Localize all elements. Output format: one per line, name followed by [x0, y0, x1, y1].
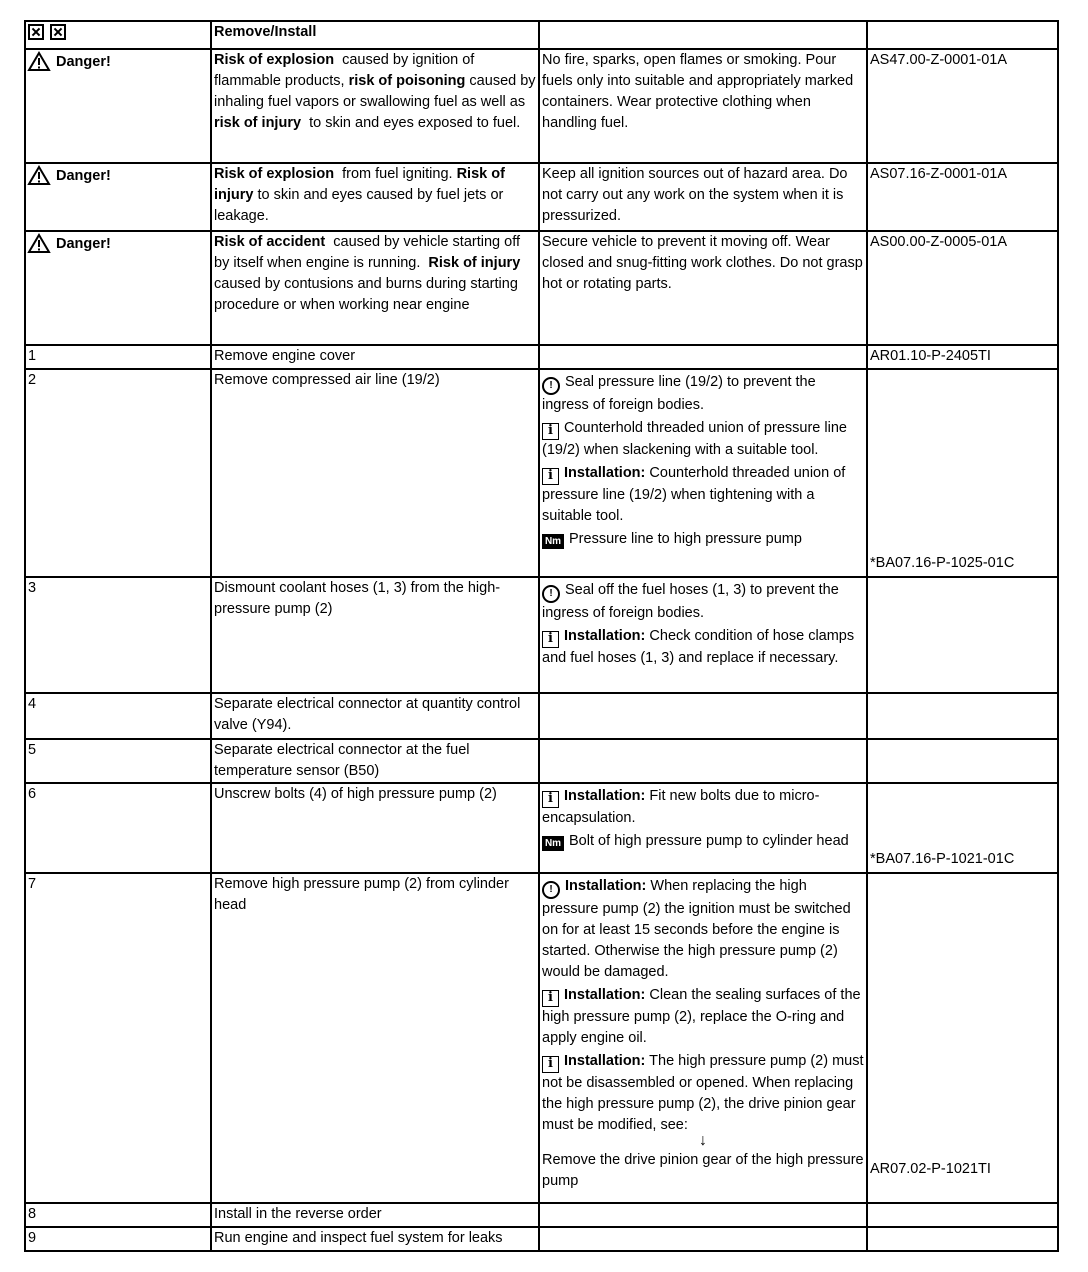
step-ref-link[interactable]: *BA07.16-P-1021-01C: [870, 851, 1015, 867]
note-text: When replacing the high pressure pump (2) the ignition must be switched on for at least 15 seconds before the engine is started. Otherwise the high pressure pump (2) would be damaged.: [542, 878, 851, 980]
note-label: Installation:: [564, 628, 646, 644]
header-empty: [539, 21, 867, 49]
step-notes: [539, 873, 867, 1203]
step-action: Run engine and inspect fuel system for leaks: [211, 1227, 539, 1251]
step-note: [542, 578, 864, 624]
danger-risk: [211, 231, 539, 345]
danger-measures: Keep all ignition sources out of hazard area. Do not carry out any work on the system when it is pressurized.: [539, 163, 867, 231]
step-ref: [867, 577, 1058, 693]
note-text: Counterhold threaded union of pressure line (19/2) when tightening with a suitable tool.: [542, 465, 846, 524]
step-ref-link[interactable]: AR07.02-P-1021TI: [870, 1161, 991, 1177]
danger-ref[interactable]: AS00.00-Z-0005-01A: [867, 231, 1058, 345]
risk-text: caused by ignition of flammable products,: [214, 52, 479, 89]
link-remove-drive-pinion[interactable]: Remove the drive pinion gear of the high pressure pump: [542, 1152, 864, 1189]
step-notes: [539, 783, 867, 873]
risk-term: Risk of explosion: [214, 166, 335, 182]
risk-text: caused by contusions and burns during starting procedure or when working near engine: [214, 255, 525, 313]
step-note: [542, 461, 864, 527]
step-note: [542, 983, 864, 1049]
note-text: Bolt of high pressure pump to cylinder head: [569, 833, 849, 849]
step-notes: [539, 369, 867, 577]
step-action: Dismount coolant hoses (1, 3) from the high-pressure pump (2): [211, 577, 539, 693]
danger-ref[interactable]: AS47.00-Z-0001-01A: [867, 49, 1058, 163]
step-row: [25, 345, 1058, 369]
step-number: 1: [25, 345, 211, 369]
danger-label-cell: [25, 49, 211, 163]
step-action: Separate electrical connector at quantity control valve (Y94).: [211, 693, 539, 739]
note-text: Check condition of hose clamps and fuel hoses (1, 3) and replace if necessary.: [542, 628, 855, 666]
step-notes: [539, 345, 867, 369]
step-notes: [539, 577, 867, 693]
danger-risk: [211, 163, 539, 231]
note-text: Pressure line to high pressure pump: [569, 531, 802, 547]
step-notes: [539, 1203, 867, 1227]
step-note: [542, 624, 864, 669]
info-icon: i: [542, 468, 559, 485]
step-number: 5: [25, 739, 211, 783]
info-icon: i: [542, 1056, 559, 1073]
risk-text: to skin and eyes caused by fuel jets or leakage.: [214, 187, 508, 224]
header-row: [25, 21, 1058, 49]
info-icon: i: [542, 423, 559, 440]
header-icons-cell: [25, 21, 211, 49]
danger-label: Danger!: [56, 54, 111, 70]
danger-risk: [211, 49, 539, 163]
step-number: 8: [25, 1203, 211, 1227]
note-text: Counterhold threaded union of pressure line (19/2) when slackening with a suitable tool.: [542, 420, 847, 458]
danger-label: Danger!: [56, 236, 111, 252]
torque-nm-icon: Nm: [542, 836, 564, 851]
step-note: [542, 1049, 864, 1136]
step-ref-link[interactable]: AR01.10-P-2405TI: [870, 348, 991, 364]
header-empty: [867, 21, 1058, 49]
observe-icon: !: [542, 585, 560, 603]
note-text: Seal pressure line (19/2) to prevent the ingress of foreign bodies.: [542, 374, 816, 413]
step-action: Install in the reverse order: [211, 1203, 539, 1227]
risk-term: Risk of injury: [214, 166, 509, 203]
step-notes: [539, 739, 867, 783]
header-title: Remove/Install: [211, 21, 539, 49]
step-ref: [867, 873, 1058, 1203]
step-note: [542, 527, 864, 550]
risk-text: caused by vehicle starting off by itself when engine is running.: [214, 234, 525, 271]
step-action: Remove high pressure pump (2) from cylinder head: [211, 873, 539, 1203]
step-notes: [539, 693, 867, 739]
step-row: [25, 739, 1058, 783]
step-ref: [867, 369, 1058, 577]
step-row: [25, 693, 1058, 739]
note-text: Seal off the fuel hoses (1, 3) to prevent the ingress of foreign bodies.: [542, 582, 839, 621]
risk-text: from fuel igniting.: [334, 166, 457, 182]
step-row: [25, 1227, 1058, 1251]
risk-term: risk of injury: [214, 115, 302, 131]
step-action: Separate electrical connector at the fuel temperature sensor (B50): [211, 739, 539, 783]
step-action: Remove compressed air line (19/2): [211, 369, 539, 577]
step-row: [25, 369, 1058, 577]
step-ref-link[interactable]: *BA07.16-P-1025-01C: [870, 555, 1015, 571]
danger-ref[interactable]: AS07.16-Z-0001-01A: [867, 163, 1058, 231]
step-ref: [867, 783, 1058, 873]
step-ref: [867, 1227, 1058, 1251]
step-ref: [867, 739, 1058, 783]
risk-text: to skin and eyes exposed to fuel.: [301, 115, 521, 131]
risk-term: Risk of injury: [428, 255, 521, 271]
danger-row: [25, 49, 1058, 163]
step-number: 2: [25, 369, 211, 577]
risk-term: Risk of explosion: [214, 52, 335, 68]
info-icon: i: [542, 631, 559, 648]
danger-row: [25, 163, 1058, 231]
note-label: Installation:: [565, 878, 647, 894]
step-row: [25, 783, 1058, 873]
step-action: Unscrew bolts (4) of high pressure pump (2): [211, 783, 539, 873]
collapse-icon[interactable]: [50, 24, 66, 40]
expand-icon[interactable]: [28, 24, 44, 40]
step-row: [25, 577, 1058, 693]
step-number: 3: [25, 577, 211, 693]
procedure-table: [24, 20, 1059, 1252]
warning-triangle-icon: [28, 166, 50, 185]
warning-triangle-icon: [28, 52, 50, 71]
note-label: Installation:: [564, 1053, 646, 1069]
danger-measures: Secure vehicle to prevent it moving off. Wear closed and snug-fitting work clothes. Do not grasp hot or rotating parts.: [539, 231, 867, 345]
arrow-down-icon: ↓: [699, 1132, 707, 1149]
torque-nm-icon: Nm: [542, 534, 564, 549]
step-number: 7: [25, 873, 211, 1203]
step-note: [542, 874, 864, 983]
risk-text: caused by inhaling fuel vapors or swallowing fuel as well as: [214, 73, 540, 110]
risk-term: risk of poisoning: [348, 73, 466, 89]
step-number: 9: [25, 1227, 211, 1251]
danger-measures: No fire, sparks, open flames or smoking. Pour fuels only into suitable and appropriately marked containers. Wear protective clothing when handling fuel.: [539, 49, 867, 163]
step-row: [25, 1203, 1058, 1227]
step-notes: [539, 1227, 867, 1251]
note-text: Clean the sealing surfaces of the high pressure pump (2), replace the O-ring and apply engine oil.: [542, 987, 861, 1046]
step-ref: [867, 693, 1058, 739]
step-note: [542, 829, 864, 852]
step-ref: [867, 1203, 1058, 1227]
observe-icon: !: [542, 377, 560, 395]
risk-term: Risk of accident: [214, 234, 326, 250]
step-note: [542, 416, 864, 461]
step-number: 6: [25, 783, 211, 873]
danger-label-cell: [25, 231, 211, 345]
step-number: 4: [25, 693, 211, 739]
note-text: The high pressure pump (2) must not be disassembled or opened. When replacing the high pressure pump (2), the drive pinion gear must be modified, see:: [542, 1053, 864, 1133]
info-icon: i: [542, 791, 559, 808]
note-label: Installation:: [564, 788, 646, 804]
danger-row: [25, 231, 1058, 345]
danger-label-cell: [25, 163, 211, 231]
note-label: Installation:: [564, 465, 646, 481]
note-text: Fit new bolts due to micro-encapsulation.: [542, 788, 820, 826]
observe-icon: !: [542, 881, 560, 899]
note-label: Installation:: [564, 987, 646, 1003]
info-icon: i: [542, 990, 559, 1007]
step-ref: [867, 345, 1058, 369]
step-row: [25, 873, 1058, 1203]
step-action: Remove engine cover: [211, 345, 539, 369]
step-note: [542, 370, 864, 416]
step-note: [542, 784, 864, 829]
warning-triangle-icon: [28, 234, 50, 253]
danger-label: Danger!: [56, 168, 111, 184]
